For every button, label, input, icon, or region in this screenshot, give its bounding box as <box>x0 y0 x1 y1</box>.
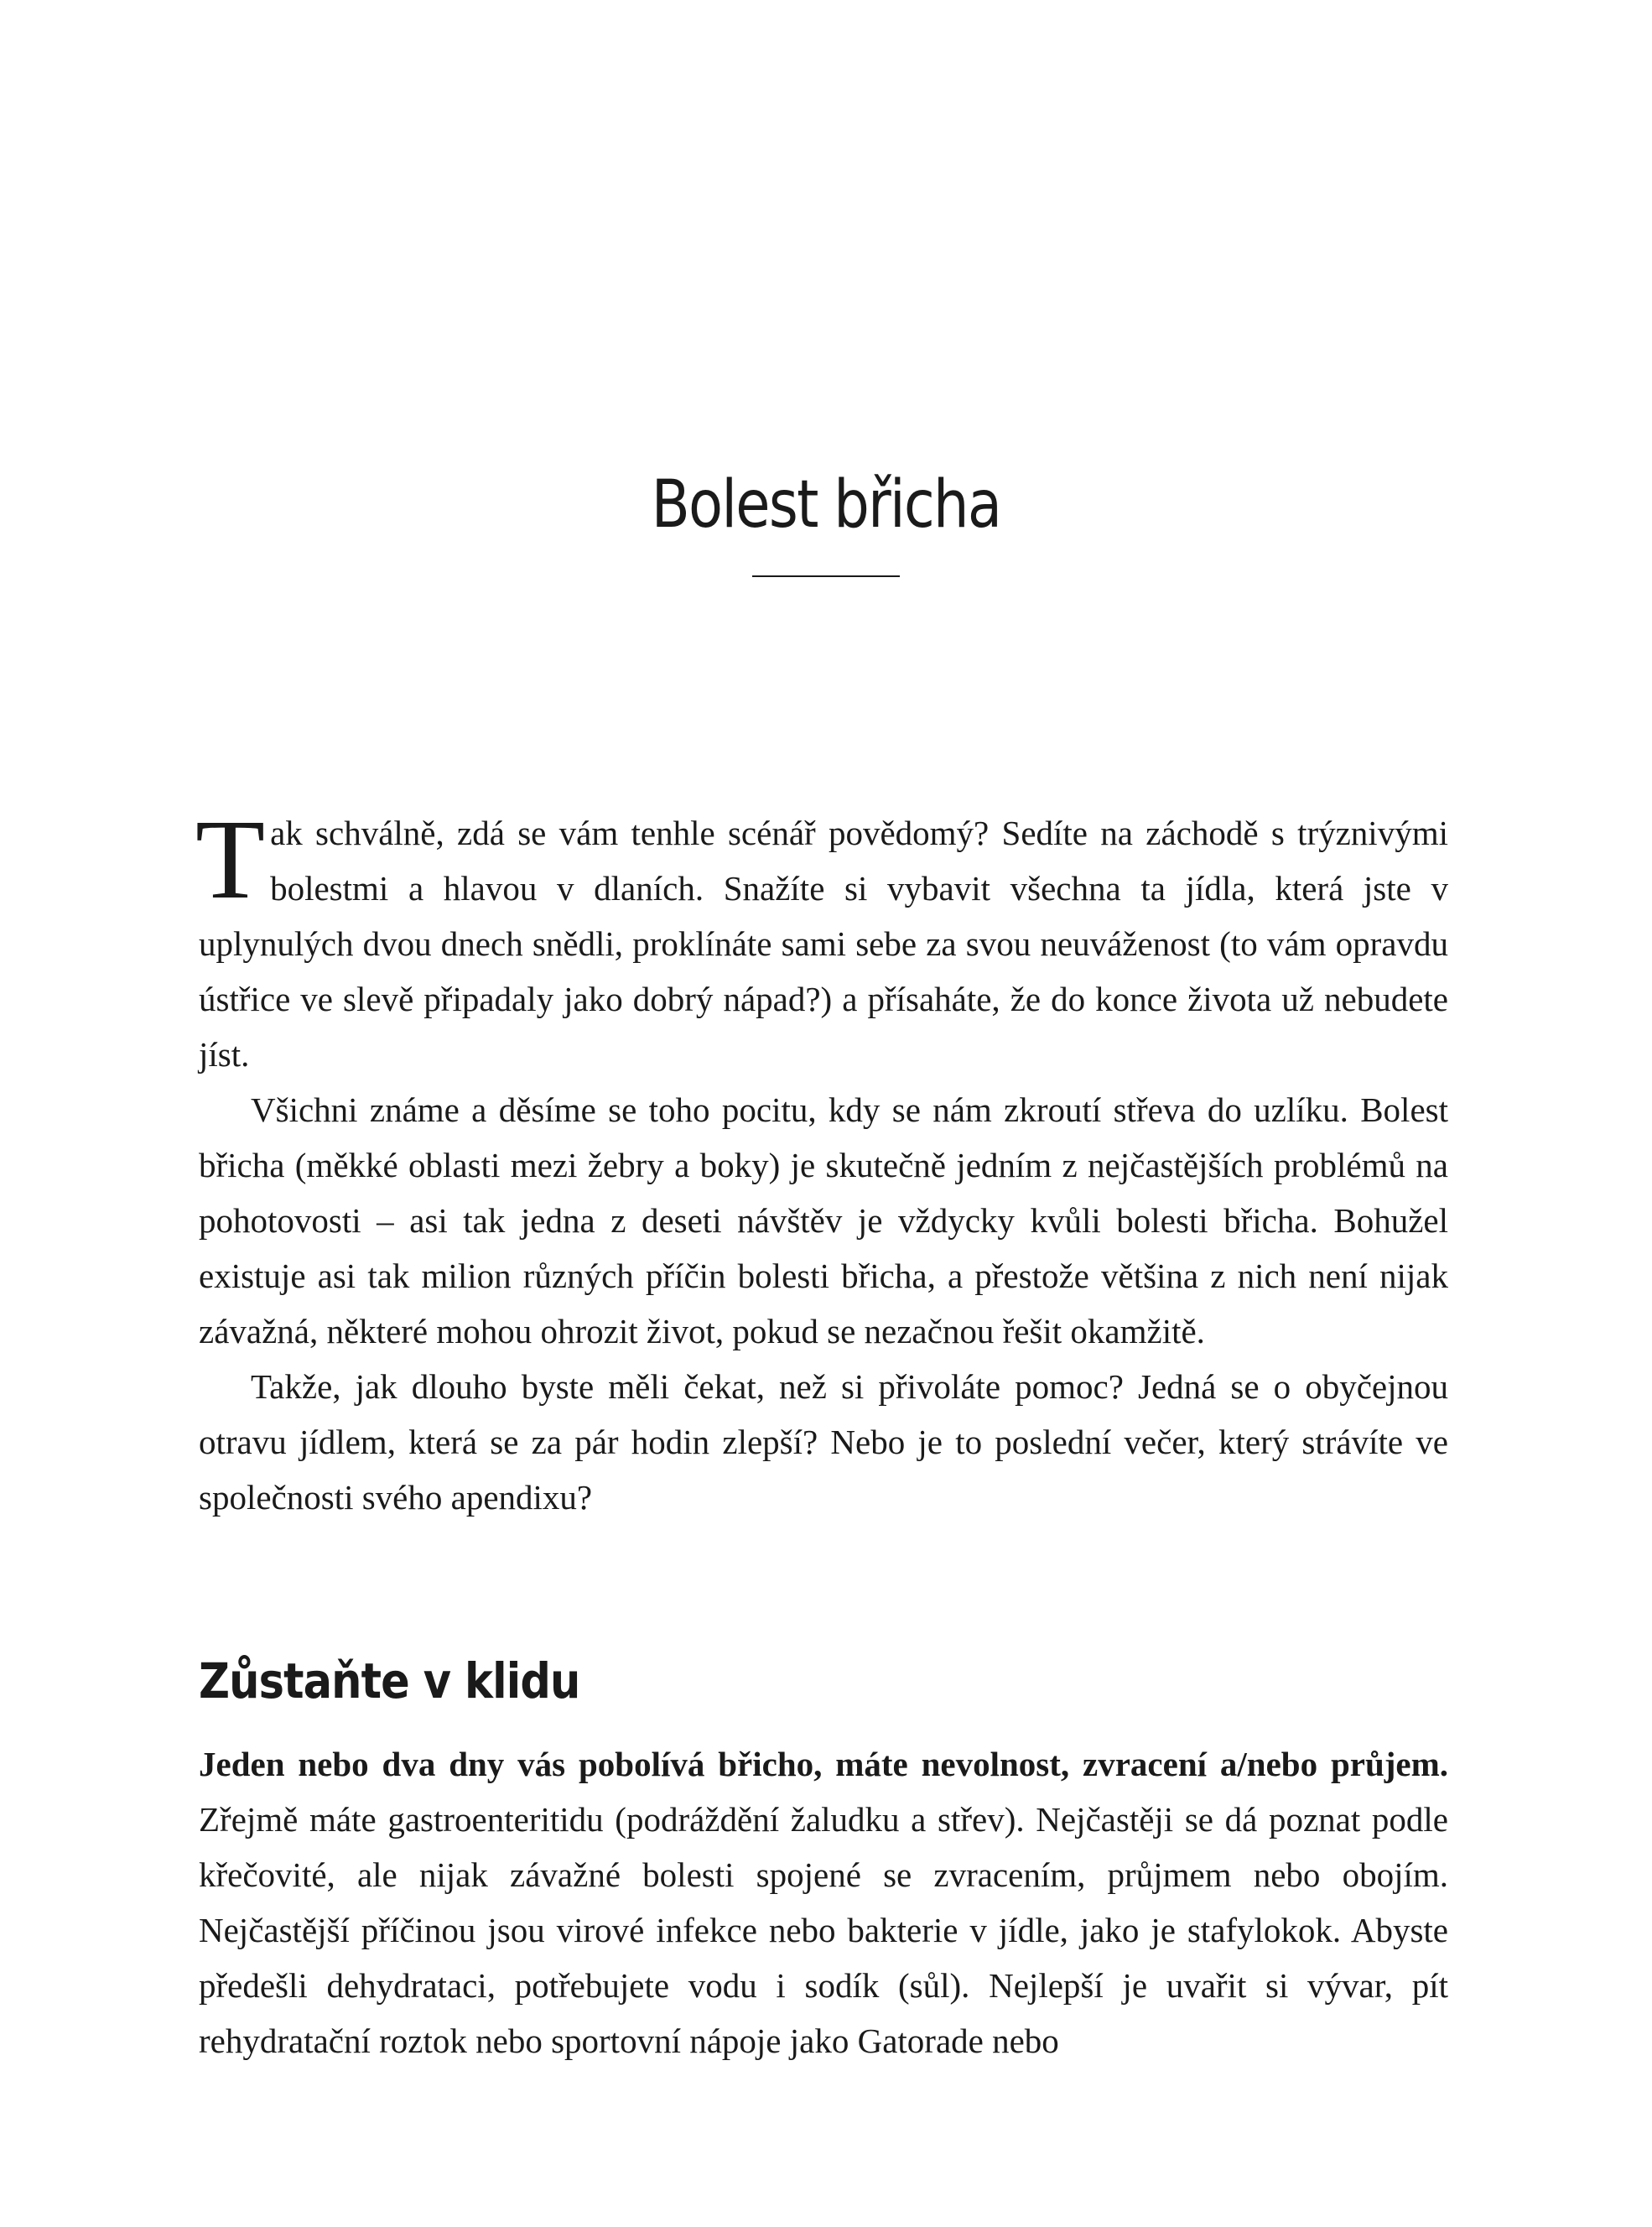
intro-text <box>195 797 1448 1525</box>
section-text <box>199 1736 1448 2068</box>
title-divider <box>752 575 900 577</box>
chapter-title: Bolest břicha <box>651 467 1001 543</box>
section-paragraph-1 <box>199 1736 1448 2068</box>
drop-cap: T <box>195 797 266 923</box>
section-heading: Zůstaňte v klidu <box>199 1652 580 1709</box>
intro-paragraph-3: Takže, jak dlouho byste měli čekat, než si přivoláte pomoc? Jedná se o obyčejnou otravu jídlem, která se za pár hodin zlepší? Nebo je to poslední večer, který strávíte ve společnosti svého apendixu? <box>199 1367 1448 1517</box>
intro-paragraph-1 <box>195 797 1448 1082</box>
intro-paragraph-1-text: ak schválně, zdá se vám tenhle scénář povědomý? Sedíte na záchodě s trýznivými bolestmi a hlavou v dlaních. Snažíte si vybavit všechna ta jídla, která jste v uplynulých dvou dnech snědli, proklínáte sami sebe za svou neuváženost (to vám opravdu ústřice ve slevě připadaly jako dobrý nápad?) a přísaháte, že do konce života už nebudete jíst. <box>199 814 1448 1074</box>
section-paragraph-1-text: Zřejmě máte gastroenteritidu (podráždění žaludku a střev). Nejčastěji se dá poznat podle křečovité, ale nijak závažné bolesti spojené se zvracením, průjmem nebo obojím. Nejčastější příčinou jsou virové infekce nebo bakterie v jídle, jako je stafylokok. Abyste předešli dehydrataci, potřebujete vodu i sodík (sůl). Nejlepší je uvařit si vývar, pít rehydratační roztok nebo sportovní nápoje jako Gatorade nebo <box>199 1800 1448 2060</box>
section-lead-bold: Jeden nebo dva dny vás pobolívá břicho, máte nevolnost, zvracení a/nebo průjem. <box>199 1745 1448 1783</box>
intro-paragraph-2: Všichni známe a děsíme se toho pocitu, kdy se nám zkroutí střeva do uzlíku. Bolest břicha (měkké oblasti mezi žebry a boky) je skutečně jedním z nejčastějších problémů na pohotovosti – asi tak jedna z deseti návštěv je vždycky kvůli bolesti břicha. Bohužel existuje asi tak milion různých příčin bolesti břicha, a přestože většina z nich není nijak závažná, některé mohou ohrozit život, pokud se nezačnou řešit okamžitě. <box>199 1090 1448 1350</box>
